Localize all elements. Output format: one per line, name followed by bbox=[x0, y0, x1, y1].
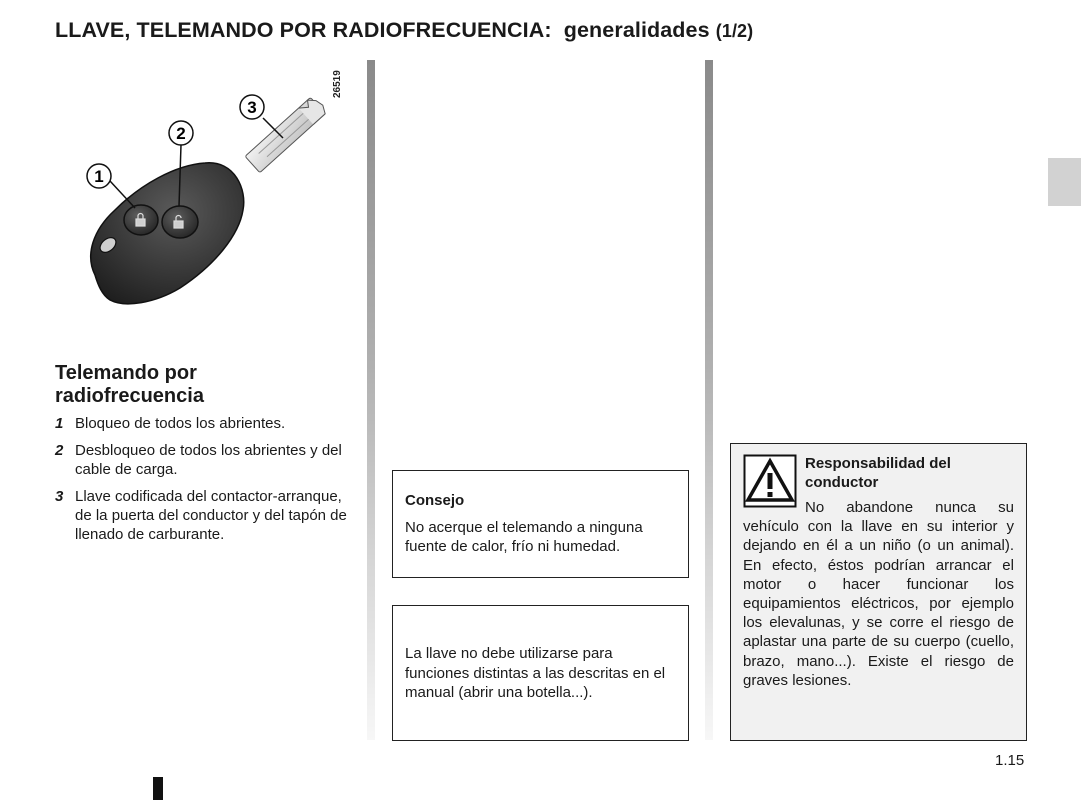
item-number: 2 bbox=[55, 442, 64, 459]
callout-3: 3 bbox=[247, 98, 257, 117]
callout-1: 1 bbox=[94, 167, 104, 186]
warning-box bbox=[730, 443, 1027, 741]
warning-triangle-icon bbox=[743, 454, 797, 508]
list-item bbox=[55, 414, 355, 433]
callout-2: 2 bbox=[176, 124, 186, 143]
list-item bbox=[55, 441, 355, 479]
consejo-box bbox=[392, 470, 689, 578]
remote-key-icon bbox=[55, 60, 365, 330]
key-usage-text: La llave no debe utilizarse para funciones distintas a las descritas en el manual (abrir una botella...). bbox=[405, 645, 666, 701]
item-text: Bloqueo de todos los abrientes. bbox=[75, 415, 286, 432]
corner-mark bbox=[153, 777, 163, 800]
legend-list bbox=[55, 414, 355, 552]
column-divider-right bbox=[705, 60, 713, 740]
page-title bbox=[55, 18, 753, 43]
item-text: Llave codificada del contactor-arranque, de la puerta del conductor y del tapón de llenado de carburante. bbox=[75, 488, 347, 543]
section-tab-marker bbox=[1048, 158, 1081, 206]
item-text: Desbloqueo de todos los abrientes y del cable de carga. bbox=[75, 442, 342, 478]
section-heading: Telemando por radiofrecuencia bbox=[55, 362, 204, 407]
consejo-text: No acerque el telemando a ninguna fuente de calor, frío ni humedad. bbox=[405, 518, 643, 555]
key-usage-box bbox=[392, 605, 689, 741]
page-number: 1.15 bbox=[995, 752, 1025, 769]
title-main: LLAVE, TELEMANDO POR RADIOFRECUENCIA: bbox=[55, 18, 552, 42]
illustration-code: 26519 bbox=[332, 70, 343, 98]
item-number: 3 bbox=[55, 488, 64, 505]
warning-text: No abandone nunca su vehículo con la llave en su interior y dejando en él a un niño (o un animal). En efecto, éstos podrían arrancar el motor o hacer funcionar los equipamientos eléctricos, por ejemplo los elevalunas, y se corre el riesgo de aplastar una parte de su cuerpo (cuello, brazo, mano...). Existe el riesgo de graves lesiones. bbox=[743, 499, 1014, 689]
column-divider-left bbox=[367, 60, 375, 740]
title-sub: generalidades bbox=[563, 18, 710, 42]
item-number: 1 bbox=[55, 415, 64, 432]
title-page: (1/2) bbox=[715, 21, 754, 41]
consejo-title: Consejo bbox=[405, 492, 465, 509]
list-item bbox=[55, 487, 355, 544]
warning-title: Responsabilidad del conductor bbox=[805, 455, 951, 491]
